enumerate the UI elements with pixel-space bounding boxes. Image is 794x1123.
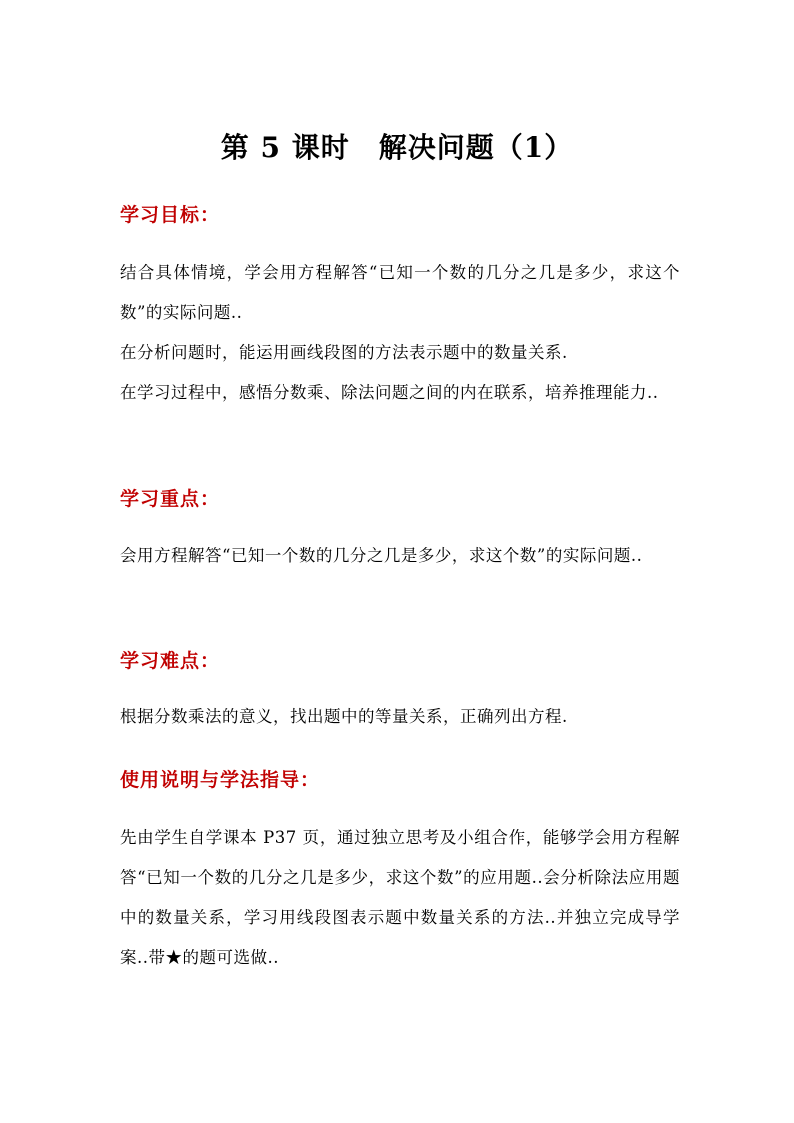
objectives-paragraph-1: 结合具体情境，学会用方程解答“已知一个数的几分之几是多少，求这个数”的实际问题.. <box>120 263 680 322</box>
page-title: 第 5 课时 解决问题（1） <box>220 131 574 164</box>
section-heading-key-points: 学习重点： <box>120 488 221 510</box>
difficulties-paragraph: 根据分数乘法的意义，找出题中的等量关系，正确列出方程. <box>120 707 568 726</box>
instructions-paragraph: 先由学生自学课本 P37 页，通过独立思考及小组合作，能够学会用方程解答“已知一个数的几分之几是多少，求这个数”的应用题..会分析除法应用题中的数量关系，学习用线段图表示题中数量关系的方法..并独立完成导学案..带★的题可选做.. <box>120 828 680 967</box>
section-heading-difficulties: 学习难点： <box>120 650 221 672</box>
section-heading-instructions: 使用说明与学法指导： <box>120 769 321 791</box>
objectives-paragraph-2: 在分析问题时，能运用画线段图的方法表示题中的数量关系. <box>120 343 568 362</box>
key-points-paragraph: 会用方程解答“已知一个数的几分之几是多少，求这个数”的实际问题.. <box>120 546 643 565</box>
objectives-paragraph-3: 在学习过程中，感悟分数乘、除法问题之间的内在联系，培养推理能力.. <box>120 383 659 402</box>
section-heading-objectives: 学习目标： <box>120 204 221 226</box>
